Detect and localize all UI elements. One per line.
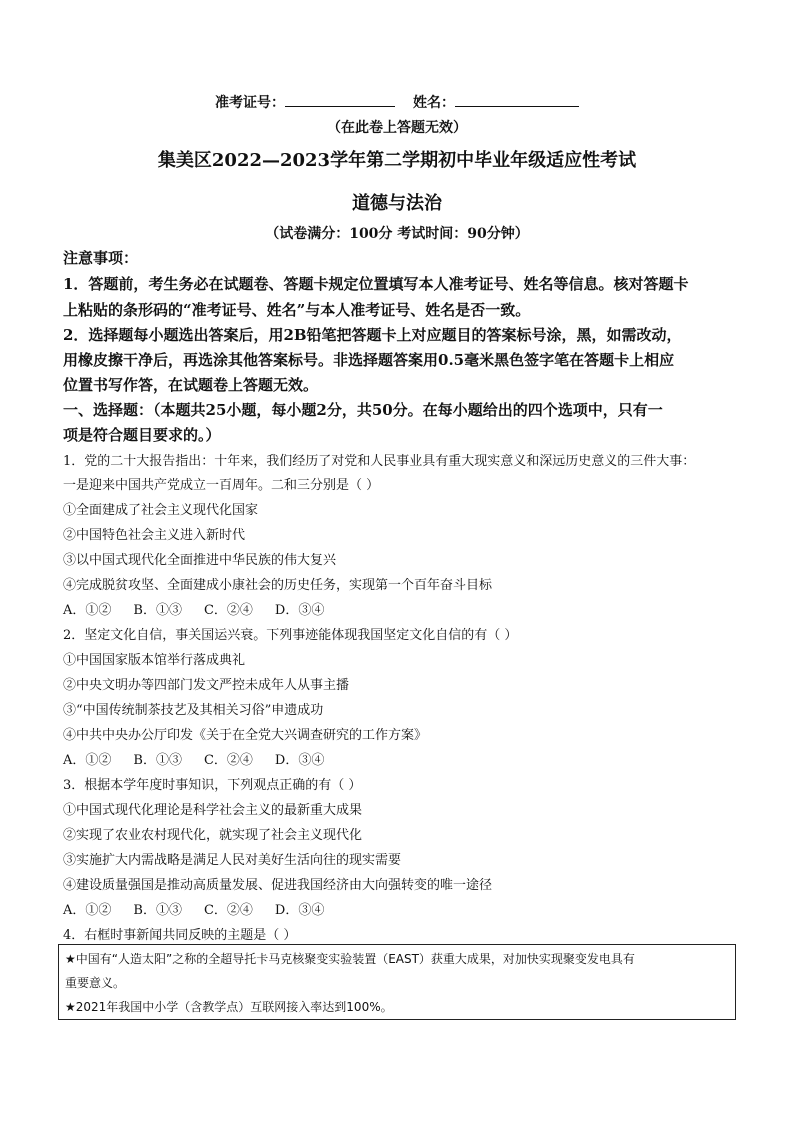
option-b[interactable]: B．①③ [133, 603, 182, 618]
notice-line: 用橡皮擦干净后，再选涂其他答案标号。非选择题答案用0.5毫米黑色签字笔在答题卡上相应 [63, 351, 675, 369]
option-a[interactable]: A．①② [63, 753, 112, 768]
option-c[interactable]: C．②④ [203, 753, 253, 768]
question-1-item: ②中国特色社会主义进入新时代 [63, 528, 246, 543]
question-1-stem-cont: 一是迎来中国共产党成立一百周年。二和三分别是（ ） [63, 478, 380, 493]
question-1-item: ③以中国式现代化全面推进中华民族的伟大复兴 [63, 553, 337, 568]
name-label: 姓名： [413, 95, 455, 111]
exam-number-blank [285, 92, 395, 107]
question-3-item: ①中国式现代化理论是科学社会主义的最新重大成果 [63, 803, 363, 818]
question-3-options [63, 899, 346, 918]
option-b[interactable]: B．①③ [133, 753, 182, 768]
news-box [58, 944, 736, 1020]
notice-line: 上粘贴的条形码的“准考证号、姓名”与本人准考证号、姓名是否一致。 [63, 301, 531, 319]
question-2-item: ③“中国传统制茶技艺及其相关习俗”申遗成功 [63, 703, 324, 718]
subject-title: 道德与法治 [352, 193, 442, 214]
question-2-item: ①中国国家版本馆举行落成典礼 [63, 653, 246, 668]
question-2-item: ④中共中央办公厅印发《关于在全党大兴调查研究的工作方案》 [63, 728, 428, 743]
question-3-item: ②实现了农业农村现代化，就实现了社会主义现代化 [63, 828, 363, 843]
option-d[interactable]: D．③④ [274, 753, 325, 768]
name-blank [455, 92, 579, 107]
notice-line: 2．选择题每小题选出答案后，用2B铅笔把答题卡上对应题目的答案标号涂，黑，如需改动， [63, 326, 682, 344]
question-3-item: ④建设质量强国是推动高质量发展、促进我国经济由大向强转变的唯一途径 [63, 878, 493, 893]
option-c[interactable]: C．②④ [203, 603, 253, 618]
option-d[interactable]: D．③④ [274, 603, 325, 618]
question-3-stem: 3．根据本学年度时事知识，下列观点正确的有（ ） [63, 778, 362, 793]
question-2-options [63, 749, 346, 768]
option-d[interactable]: D．③④ [274, 903, 325, 918]
question-2-stem: 2．坚定文化自信，事关国运兴衰。下列事迹能体现我国坚定文化自信的有（ ） [63, 628, 518, 643]
question-2-item: ②中央文明办等四部门发文严控未成年人从事主播 [63, 678, 350, 693]
question-1-item: ①全面建成了社会主义现代化国家 [63, 503, 259, 518]
notice-line: 位置书写作答，在试题卷上答题无效。 [63, 376, 319, 394]
option-b[interactable]: B．①③ [133, 903, 182, 918]
invalid-note: （在此卷上答题无效） [327, 120, 467, 136]
notice-line: 1．答题前，考生务必在试题卷、答题卡规定位置填写本人准考证号、姓名等信息。核对答题卡 [63, 275, 689, 293]
option-c[interactable]: C．②④ [203, 903, 253, 918]
question-1-stem: 1．党的二十大报告指出：十年来，我们经历了对党和人民事业具有重大现实意义和深远历史意义的三件大事： [63, 454, 696, 469]
notice-heading: 注意事项： [63, 249, 139, 267]
question-4-stem: 4．右框时事新闻共同反映的主题是（ ） [63, 928, 297, 943]
question-3-item: ③实施扩大内需战略是满足人民对美好生活向往的现实需要 [63, 853, 402, 868]
exam-title: 集美区2022—2023学年第二学期初中毕业年级适应性考试 [157, 150, 637, 171]
news-line: ★2021年我国中小学（含教学点）互联网接入率达到100%。 [65, 1000, 393, 1014]
section-heading-cont: 项是符合题目要求的。） [63, 426, 221, 444]
exam-number-label: 准考证号： [215, 95, 285, 111]
news-line: 重要意义。 [65, 976, 126, 990]
question-1-options [63, 599, 346, 618]
option-a[interactable]: A．①② [63, 603, 112, 618]
news-line: ★中国有“人造太阳”之称的全超导托卡马克核聚变实验装置（EAST）获重大成果，对加快实现聚变发电具有 [65, 952, 635, 966]
section-heading: 一、选择题：（本题共25小题，每小题2分，共50分。在每小题给出的四个选项中，只有一 [63, 401, 663, 419]
question-1-item: ④完成脱贫攻坚、全面建成小康社会的历史任务，实现第一个百年奋斗目标 [63, 578, 493, 593]
exam-meta: （试卷满分：100分 考试时间：90分钟） [265, 226, 529, 242]
option-a[interactable]: A．①② [63, 903, 112, 918]
candidate-info-row [215, 92, 579, 112]
